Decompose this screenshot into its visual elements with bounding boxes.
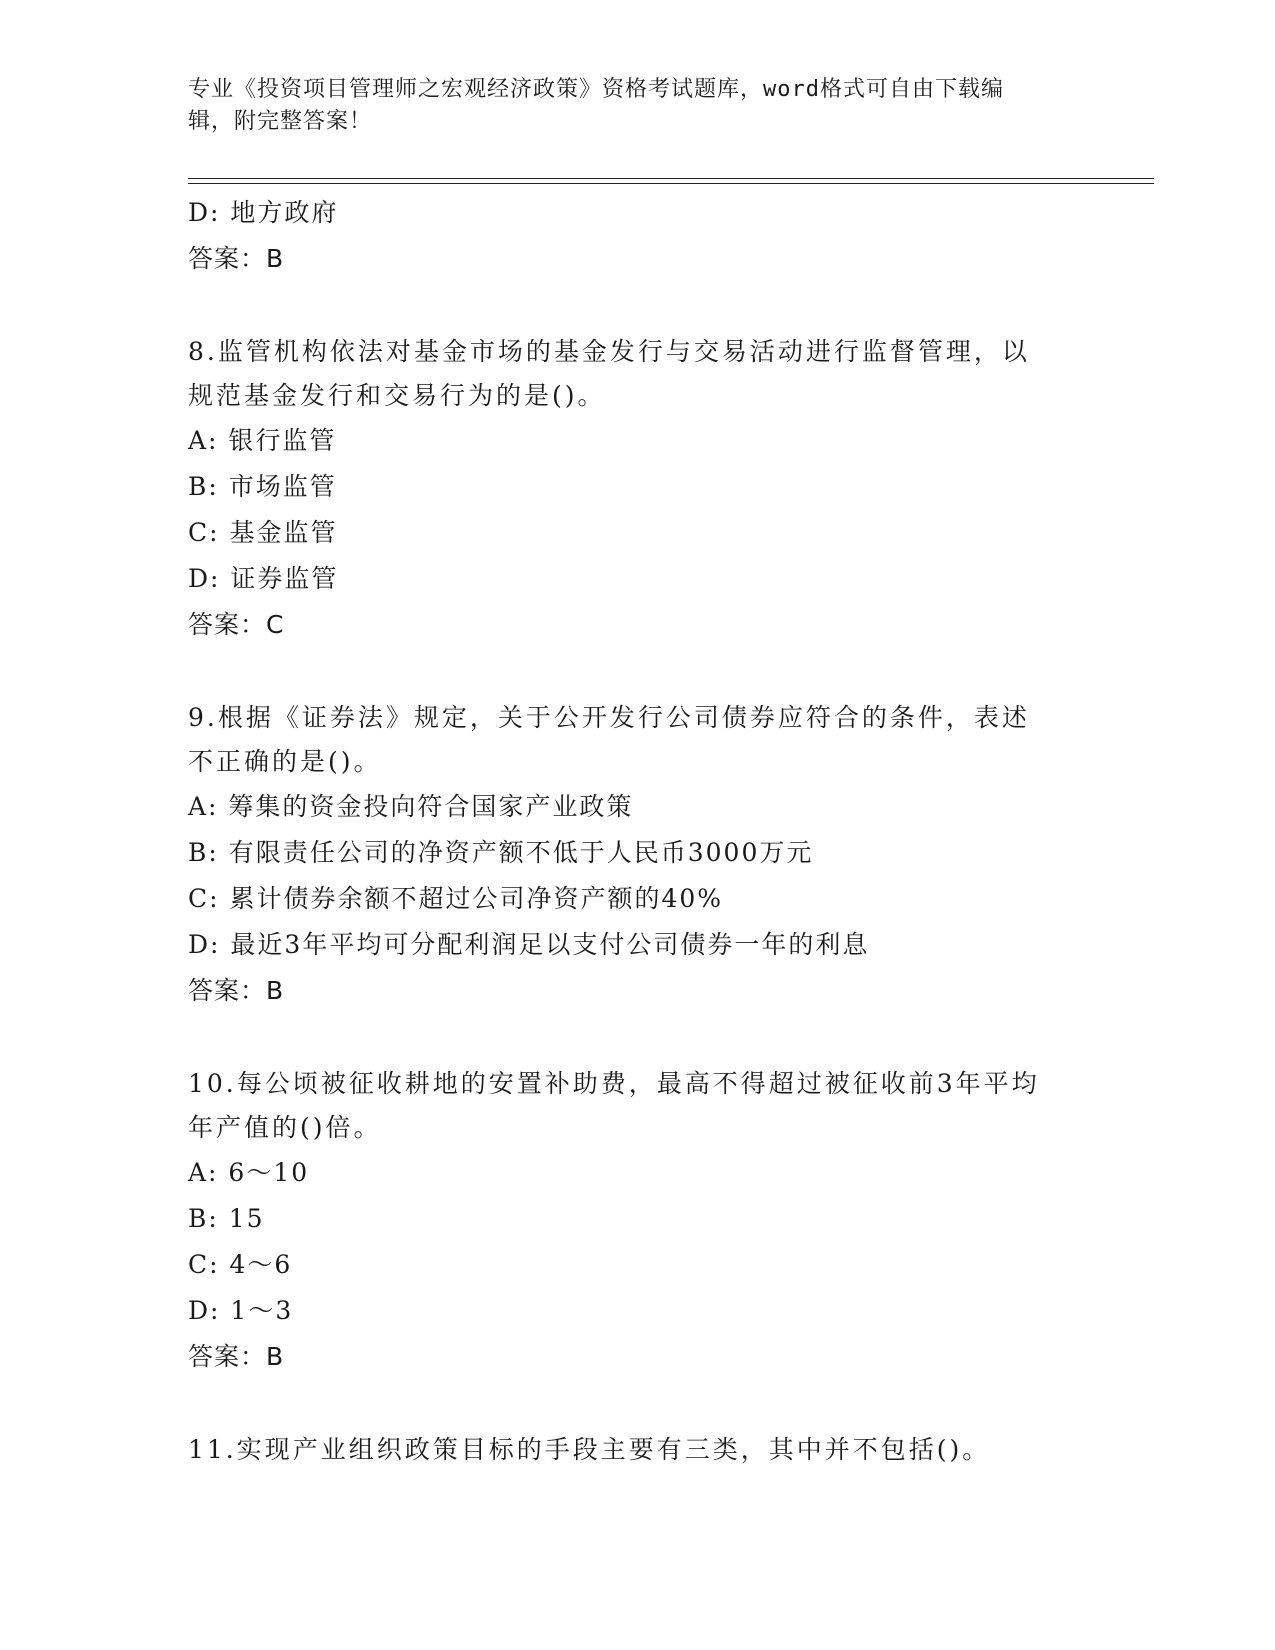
option-d: D: 证券监管 <box>188 564 339 593</box>
header-line-2: 辑，附完整答案！ <box>188 109 373 134</box>
spacer <box>188 282 1088 330</box>
option-b: B: 15 <box>188 1204 265 1233</box>
option-d: D: 最近3年平均可分配利润足以支付公司债券一年的利息 <box>188 930 870 959</box>
question-stem-line-1: 11.实现产业组织政策目标的手段主要有三类，其中并不包括()。 <box>188 1435 991 1464</box>
answer: 答案：B <box>188 976 285 1005</box>
question-8 <box>188 330 1088 648</box>
question-9 <box>188 696 1088 1014</box>
question-11 <box>188 1428 1088 1472</box>
spacer <box>188 648 1088 696</box>
header-line-1: 专业《投资项目管理师之宏观经济政策》资格考试题库，word格式可自由下载编 <box>188 77 1004 102</box>
question-stem-line-1: 8.监管机构依法对基金市场的基金发行与交易活动进行监督管理，以 <box>188 337 1030 366</box>
document-body <box>188 190 1088 1472</box>
option-d: D: 1～3 <box>188 1296 294 1325</box>
question-stem-line-2: 规范基金发行和交易行为的是()。 <box>188 381 606 410</box>
option-d: D: 地方政府 <box>188 198 339 227</box>
question-stem-line-1: 9.根据《证券法》规定，关于公开发行公司债券应符合的条件，表述 <box>188 703 1030 732</box>
page-header <box>188 74 1088 138</box>
option-c: C: 基金监管 <box>188 518 338 547</box>
option-c: C: 累计债券余额不超过公司净资产额的40% <box>188 884 724 913</box>
option-b: B: 市场监管 <box>188 472 337 501</box>
option-c: C: 4～6 <box>188 1250 293 1279</box>
question-stem-line-2: 不正确的是()。 <box>188 747 382 776</box>
answer: 答案：C <box>188 610 285 639</box>
question-10 <box>188 1062 1088 1380</box>
header-divider-top <box>188 178 1154 179</box>
option-a: A: 银行监管 <box>188 426 337 455</box>
option-b: B: 有限责任公司的净资产额不低于人民币3000万元 <box>188 838 814 867</box>
header-divider-bottom <box>188 183 1154 184</box>
answer: 答案：B <box>188 244 285 273</box>
spacer <box>188 1380 1088 1428</box>
question-stem-line-1: 10.每公顷被征收耕地的安置补助费，最高不得超过被征收前3年平均 <box>188 1069 1040 1098</box>
option-a: A: 筹集的资金投向符合国家产业政策 <box>188 792 634 821</box>
spacer <box>188 1014 1088 1062</box>
previous-question-tail <box>188 190 1088 282</box>
answer: 答案：B <box>188 1342 285 1371</box>
question-stem-line-2: 年产值的()倍。 <box>188 1113 382 1142</box>
option-a: A: 6～10 <box>188 1158 310 1187</box>
